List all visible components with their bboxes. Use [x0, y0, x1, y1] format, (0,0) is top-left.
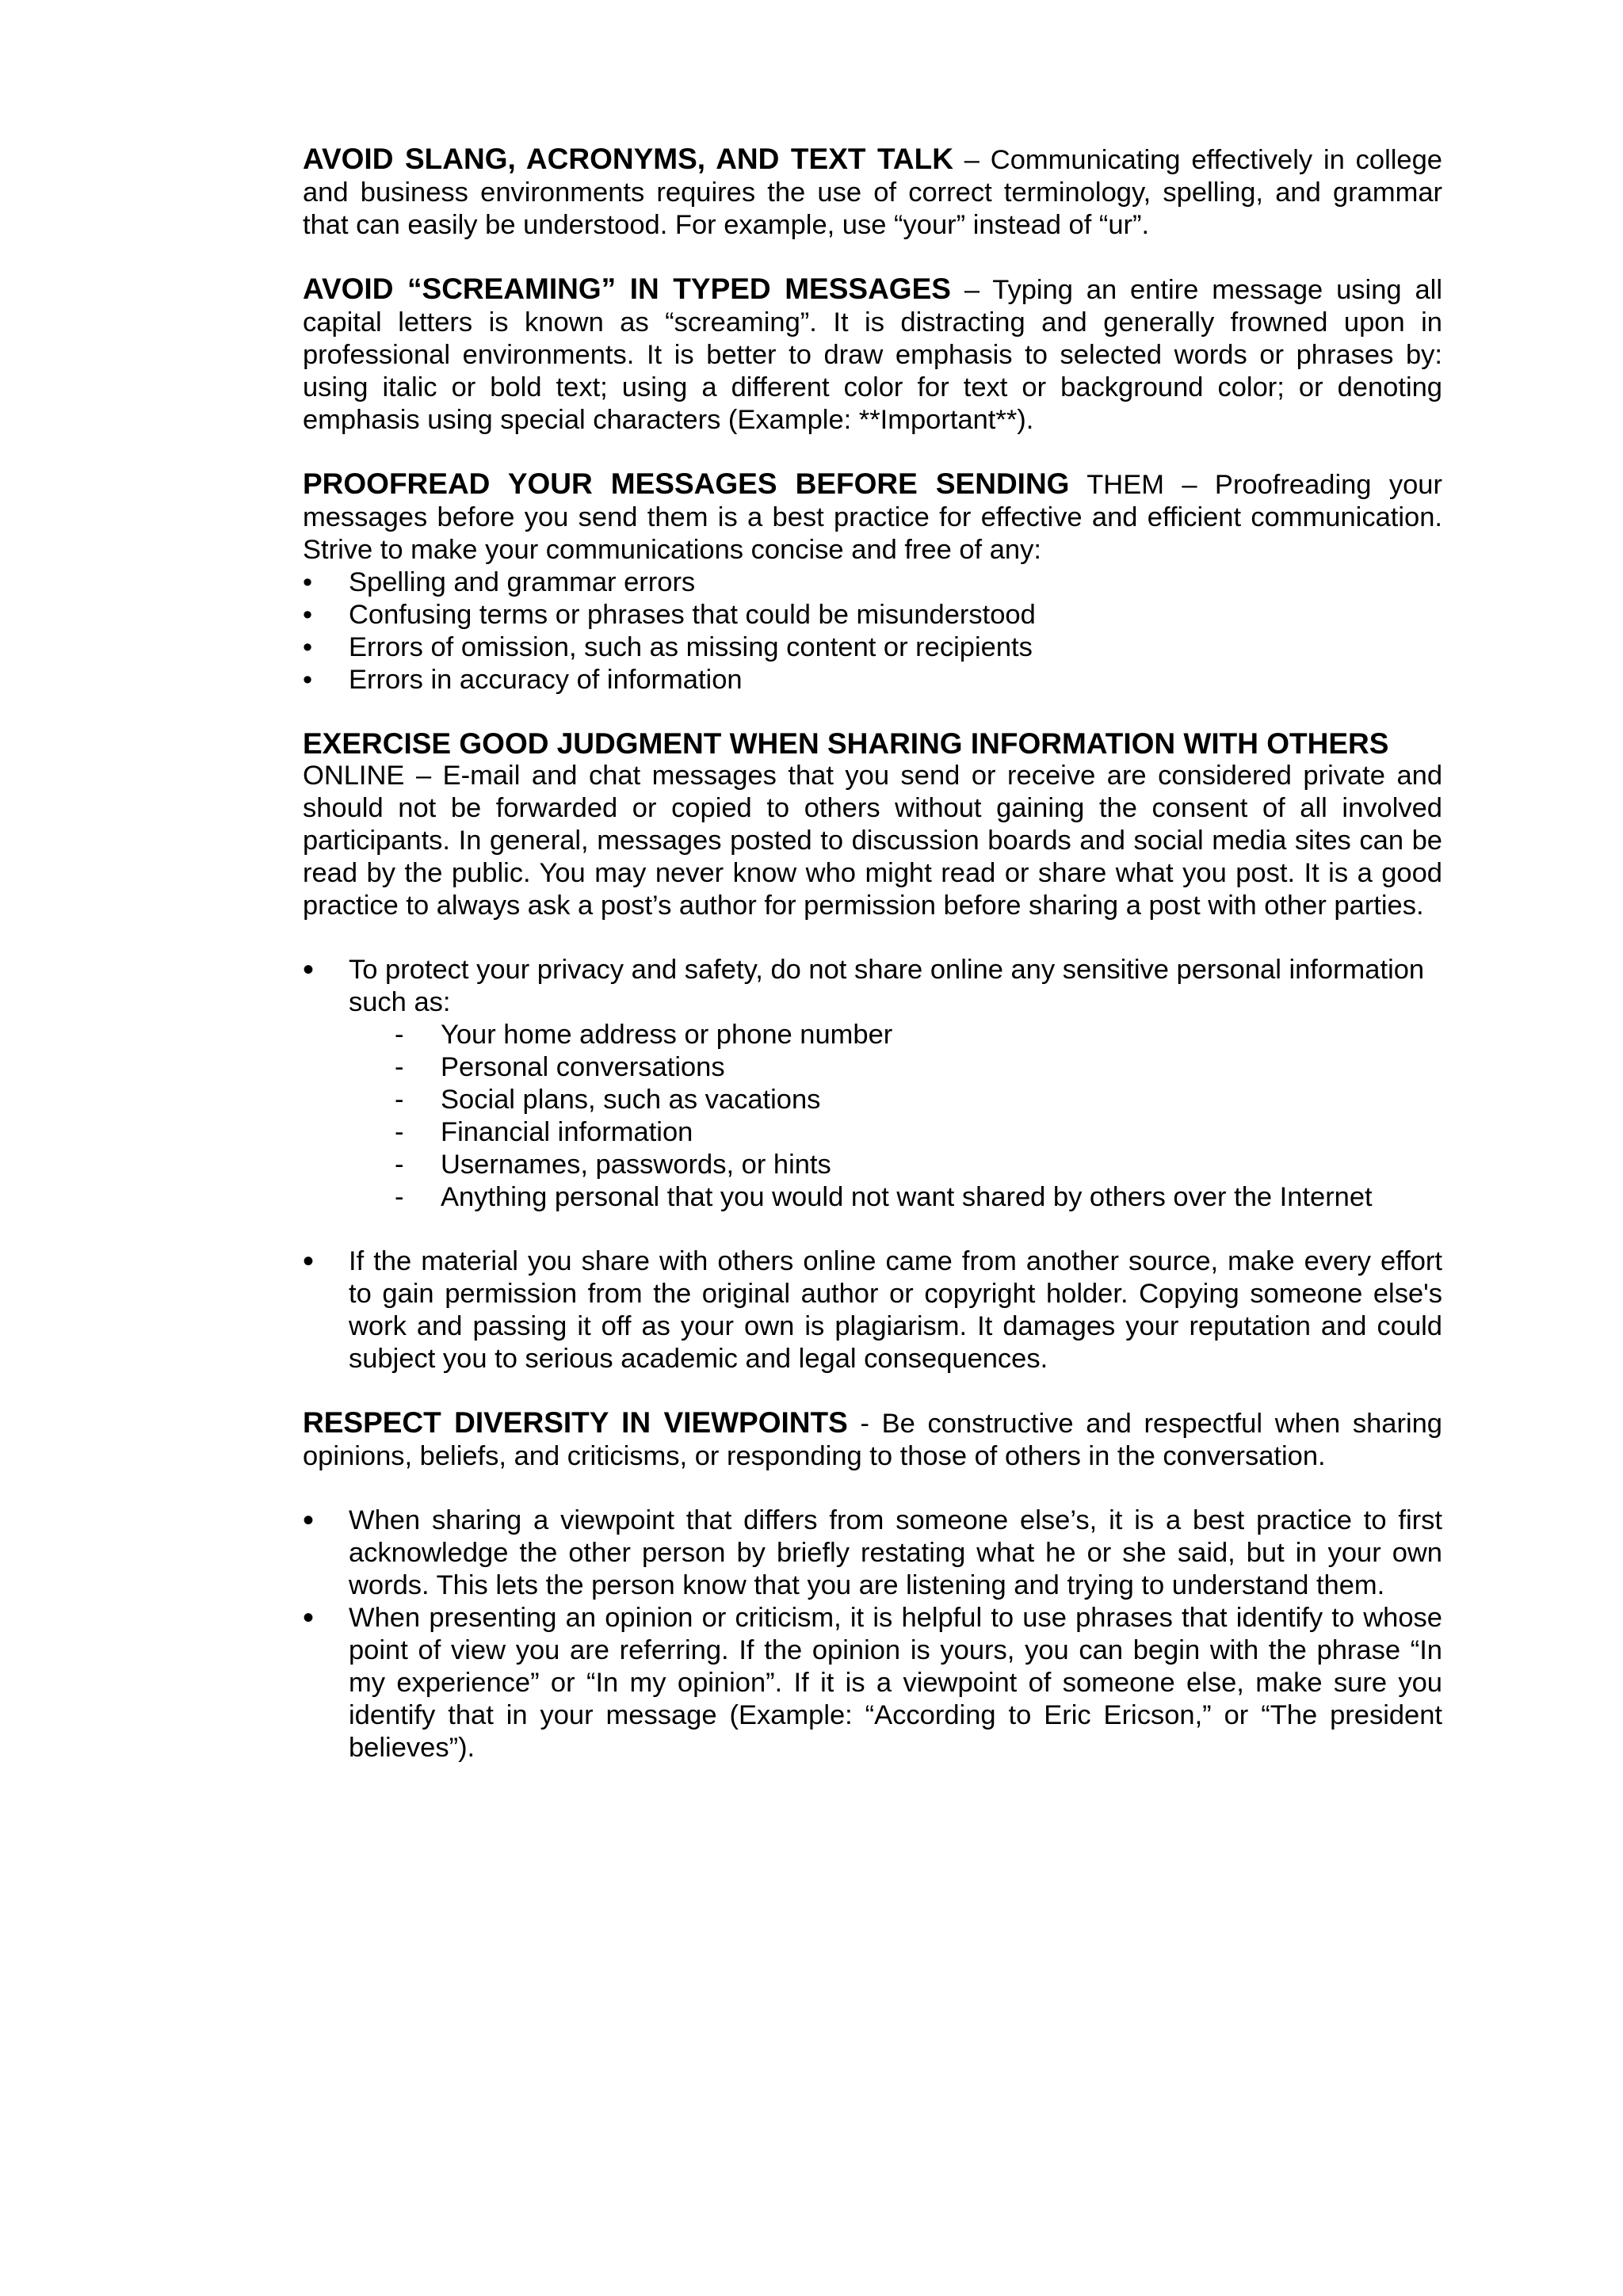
- bullet-icon: •: [303, 952, 315, 987]
- section-avoid-slang: [303, 143, 1442, 242]
- proofread-body: THEM – Proofreading your messages before you send them is a best practice for effective and efficient communication. Strive to make your communications concise and free of any:: [303, 470, 1442, 565]
- section-respect-diversity: [303, 1406, 1442, 1764]
- bullet-icon: •: [303, 1244, 315, 1279]
- sublist-item: [395, 1084, 1442, 1116]
- dash-icon: -: [395, 1085, 404, 1115]
- dash-icon: -: [395, 1182, 404, 1212]
- document-page: [303, 143, 1442, 1795]
- list-item: [303, 1245, 1442, 1375]
- screaming-body: – Typing an entire message using all capital letters is known as “screaming”. It is distracting and generally frowned upon in professional environments. It is better to draw emphasis to selected words or phrases by: using italic or bold text; using a different color for text or background color; or denoting emphasis using special characters (Example: **Important**).: [303, 275, 1442, 435]
- section-avoid-screaming: [303, 273, 1442, 437]
- screaming-paragraph: [303, 273, 1442, 437]
- list-item-text: Errors in accuracy of information: [349, 665, 743, 695]
- list-item-text: Errors of omission, such as missing content or recipients: [349, 632, 1033, 662]
- sublist-item: [395, 1181, 1442, 1214]
- sublist-item: [395, 1051, 1442, 1084]
- bullet-icon: •: [303, 600, 313, 630]
- diversity-heading: RESPECT DIVERSITY IN VIEWPOINTS: [303, 1406, 848, 1439]
- sublist-item-text: Usernames, passwords, or hints: [441, 1150, 831, 1180]
- bullet-icon: •: [303, 1600, 315, 1635]
- dash-icon: -: [395, 1150, 404, 1180]
- list-item: [303, 566, 1442, 599]
- source-text: If the material you share with others online came from another source, make every effort to gain permission from the original author or copyright holder. Copying someone else's work and passing it off as your own is plagiarism. It damages your reputation and could subject you to serious academic and legal consequences.: [349, 1246, 1442, 1374]
- bullet-icon: •: [303, 665, 313, 695]
- slang-body: – Communicating effectively in college and business environments requires the use of correct terminology, spelling, and grammar that can easily be understood. For example, use “your” instead of “ur”.: [303, 145, 1442, 240]
- list-item-text: When presenting an opinion or criticism, it is helpful to use phrases that identify to whose point of view you are referring. If the opinion is yours, you can begin with the phrase “In my experience” or “In my opinion”. If it is a viewpoint of someone else, make sure you identify that in your message (Example: “According to Eric Ericson,” or “The president believes”).: [349, 1603, 1442, 1763]
- sublist-item-text: Social plans, such as vacations: [441, 1085, 821, 1115]
- list-item: [303, 1505, 1442, 1602]
- list-item: [303, 954, 1442, 1214]
- screaming-heading: AVOID “SCREAMING” IN TYPED MESSAGES: [303, 273, 951, 305]
- section-good-judgment: [303, 727, 1442, 1375]
- judgment-body: ONLINE – E-mail and chat messages that you send or receive are considered private and should not be forwarded or copied to others without gaining the consent of all involved participants. In general, messages posted to discussion boards and social media sites can be read by the public. You may never know who might read or share what you post. It is a good practice to always ask a post’s author for permission before sharing a post with other parties.: [303, 761, 1442, 921]
- slang-heading: AVOID SLANG, ACRONYMS, AND TEXT TALK: [303, 143, 953, 175]
- bullet-icon: •: [303, 567, 313, 597]
- sublist-item: [395, 1019, 1442, 1051]
- sublist-item: [395, 1116, 1442, 1149]
- diversity-body: - Be constructive and respectful when sharing opinions, beliefs, and criticisms, or responding to those of others in the conversation.: [303, 1409, 1442, 1471]
- sublist-item-text: Anything personal that you would not want shared by others over the Internet: [441, 1182, 1373, 1212]
- privacy-text: To protect your privacy and safety, do not share online any sensitive personal information such as:: [349, 955, 1425, 1017]
- dash-icon: -: [395, 1117, 404, 1147]
- dash-icon: -: [395, 1052, 404, 1082]
- list-item: [303, 631, 1442, 664]
- bullet-icon: •: [303, 1503, 315, 1538]
- bullet-icon: •: [303, 632, 313, 662]
- judgment-list: [303, 954, 1442, 1375]
- list-item-text: Spelling and grammar errors: [349, 567, 696, 597]
- list-item: [303, 1602, 1442, 1764]
- proofread-heading: PROOFREAD YOUR MESSAGES BEFORE SENDING: [303, 467, 1070, 500]
- list-item-text: Confusing terms or phrases that could be misunderstood: [349, 600, 1036, 630]
- sublist-item-text: Personal conversations: [441, 1052, 725, 1082]
- proofread-list: [303, 566, 1442, 696]
- sublist-item: [395, 1149, 1442, 1181]
- sublist-item-text: Your home address or phone number: [441, 1020, 893, 1050]
- judgment-heading: EXERCISE GOOD JUDGMENT WHEN SHARING INFORMATION WITH OTHERS: [303, 727, 1389, 760]
- slang-paragraph: [303, 143, 1442, 242]
- diversity-paragraph: [303, 1406, 1442, 1473]
- list-item: [303, 599, 1442, 631]
- privacy-sublist: [303, 1019, 1442, 1214]
- proofread-paragraph: [303, 467, 1442, 566]
- list-item: [303, 664, 1442, 696]
- sublist-item-text: Financial information: [441, 1117, 693, 1147]
- dash-icon: -: [395, 1020, 404, 1050]
- list-item-text: When sharing a viewpoint that differs from someone else’s, it is a best practice to first acknowledge the other person by briefly restating what he or she said, but in your own words. This lets the person know that you are listening and trying to understand them.: [349, 1505, 1442, 1600]
- diversity-list: [303, 1505, 1442, 1764]
- section-proofread: [303, 467, 1442, 696]
